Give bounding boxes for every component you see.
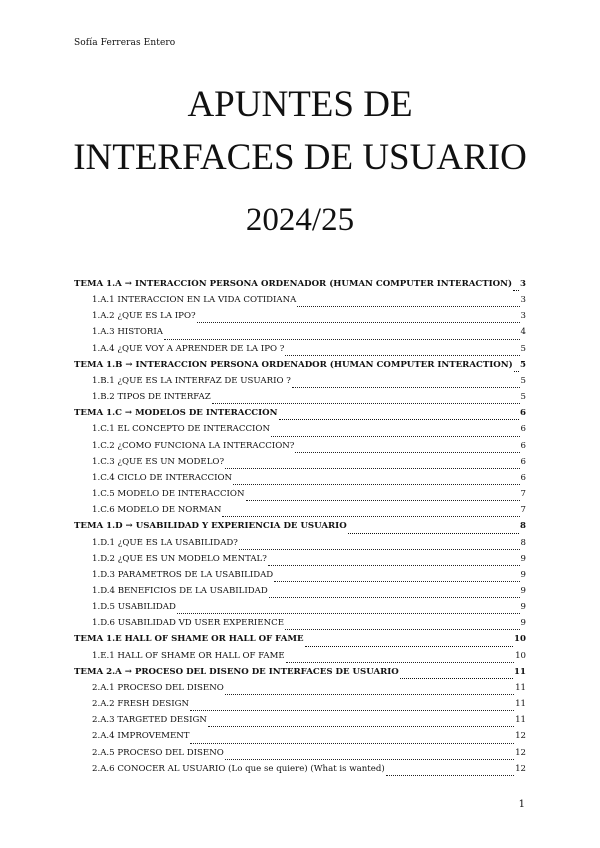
toc-section-entry[interactable] [74, 699, 526, 715]
toc-dot-leader [246, 500, 520, 501]
toc-entry-label: 1.D.5 USABILIDAD [92, 602, 176, 613]
toc-dot-leader [297, 306, 519, 307]
toc-entry-page: 10 [515, 650, 526, 661]
toc-dot-leader [197, 322, 520, 323]
toc-entry-label: 1.C.6 MODELO DE NORMAN [92, 505, 222, 516]
toc-dot-leader [222, 516, 519, 517]
toc-section-entry[interactable] [74, 683, 526, 699]
toc-dot-leader [348, 533, 519, 534]
toc-dot-leader [190, 710, 514, 711]
academic-year: 2024/25 [245, 202, 355, 238]
toc-entry-page: 12 [515, 731, 526, 742]
toc-section-entry[interactable] [74, 489, 526, 505]
toc-entry-page: 5 [520, 359, 526, 370]
toc-entry-label: TEMA 1.D → USABILIDAD Y EXPERIENCIA DE USUARIO [74, 521, 347, 532]
toc-dot-leader [190, 743, 514, 744]
toc-dot-leader [239, 549, 520, 550]
toc-section-entry[interactable] [74, 392, 526, 408]
toc-entry-page: 5 [520, 375, 526, 386]
toc-entry-page: 5 [520, 343, 526, 354]
toc-dot-leader [164, 339, 520, 340]
toc-dot-leader [268, 565, 520, 566]
toc-section-entry[interactable] [74, 473, 526, 489]
toc-entry-label: TEMA 1.B → INTERACCIÓN PERSONA ORDENADOR (HUMAN COMPUTER INTERACTION) [74, 359, 513, 370]
table-of-contents [74, 279, 526, 780]
toc-entry-page: 12 [515, 747, 526, 758]
toc-entry-page: 3 [520, 295, 526, 306]
toc-entry-page: 6 [520, 472, 526, 483]
toc-chapter-entry[interactable] [74, 360, 526, 376]
toc-entry-label: 1.C.1 EL CONCEPTO DE INTERACCIÓN [92, 424, 270, 435]
toc-entry-label: 1.B.2 TIPOS DE INTERFAZ [92, 392, 211, 403]
toc-dot-leader [285, 355, 519, 356]
toc-entry-label: 1.A.3 HISTORIA [92, 327, 163, 338]
toc-dot-leader [279, 419, 520, 420]
toc-chapter-entry[interactable] [74, 408, 526, 424]
toc-entry-page: 6 [520, 456, 526, 467]
toc-entry-page: 7 [520, 505, 526, 516]
toc-section-entry[interactable] [74, 344, 526, 360]
toc-entry-label: 1.D.1 ¿QUÉ ES LA USABILIDAD? [92, 537, 238, 548]
toc-entry-label: 1.C.5 MODELO DE INTERACCIÓN [92, 489, 245, 500]
toc-section-entry[interactable] [74, 376, 526, 392]
toc-dot-leader [177, 613, 520, 614]
toc-section-entry[interactable] [74, 457, 526, 473]
toc-chapter-entry[interactable] [74, 634, 526, 650]
toc-entry-page: 3 [520, 311, 526, 322]
toc-entry-label: 1.D.4 BENEFICIOS DE LA USABILIDAD [92, 585, 268, 596]
toc-dot-leader [305, 646, 514, 647]
toc-dot-leader [271, 436, 520, 437]
toc-chapter-entry[interactable] [74, 667, 526, 683]
toc-entry-page: 11 [515, 682, 526, 693]
toc-dot-leader [513, 290, 519, 291]
toc-section-entry[interactable] [74, 715, 526, 731]
toc-section-entry[interactable] [74, 538, 526, 554]
toc-dot-leader [225, 759, 514, 760]
toc-entry-page: 5 [520, 392, 526, 403]
document-title-line1: APUNTES DE [187, 84, 413, 125]
toc-section-entry[interactable] [74, 651, 526, 667]
toc-chapter-entry[interactable] [74, 279, 526, 295]
page-number: 1 [518, 799, 525, 810]
toc-section-entry[interactable] [74, 311, 526, 327]
toc-entry-label: TEMA 2.A → PROCESO DEL DISEÑO DE INTERFACES DE USUARIO [74, 666, 399, 677]
toc-entry-label: 1.D.2 ¿QUÉ ES UN MODELO MENTAL? [92, 553, 267, 564]
toc-entry-page: 12 [515, 763, 526, 774]
toc-entry-label: TEMA 1.E HALL OF SHAME OR HALL OF FAME [74, 634, 304, 645]
toc-chapter-entry[interactable] [74, 521, 526, 537]
toc-section-entry[interactable] [74, 764, 526, 780]
toc-section-entry[interactable] [74, 295, 526, 311]
toc-entry-page: 11 [515, 699, 526, 710]
toc-entry-page: 9 [520, 618, 526, 629]
toc-section-entry[interactable] [74, 424, 526, 440]
toc-section-entry[interactable] [74, 731, 526, 747]
toc-entry-label: 2.A.2 FRESH DESIGN [92, 699, 189, 710]
toc-entry-label: 2.A.5 PROCESO DEL DISEÑO [92, 747, 224, 758]
document-title-line2: INTERFACES DE USUARIO [73, 137, 527, 178]
toc-entry-label: 1.D.6 USABILIDAD VD USER EXPERIENCE [92, 618, 284, 629]
toc-dot-leader [514, 371, 519, 372]
toc-entry-label: 1.C.2 ¿CÓMO FUNCIONA LA INTERACCIÓN? [92, 440, 295, 451]
toc-dot-leader [269, 597, 520, 598]
toc-dot-leader [208, 726, 514, 727]
toc-entry-label: 1.A.4 ¿QUÉ VOY A APRENDER DE LA IPO ? [92, 343, 285, 354]
toc-entry-page: 9 [520, 602, 526, 613]
toc-entry-label: 1.B.1 ¿QUÉ ES LA INTERFAZ DE USUARIO ? [92, 375, 291, 386]
toc-entry-label: 1.D.3 PARÁMETROS DE LA USABILIDAD [92, 569, 274, 580]
toc-section-entry[interactable] [74, 602, 526, 618]
toc-entry-label: 2.A.4 IMPROVEMENT [92, 731, 190, 742]
toc-entry-page: 11 [515, 715, 526, 726]
toc-entry-label: 1.E.1 HALL OF SHAME OR HALL OF FAME [92, 650, 285, 661]
toc-entry-label: TEMA 1.C → MODELOS DE INTERACCIÓN [74, 408, 278, 419]
toc-entry-label: 1.C.3 ¿QUÉ ES UN MODELO? [92, 456, 225, 467]
toc-dot-leader [274, 581, 519, 582]
toc-dot-leader [225, 694, 514, 695]
toc-entry-label: 1.A.1 INTERACCIÓN EN LA VIDA COTIDIANA [92, 295, 297, 306]
toc-entry-page: 3 [520, 279, 526, 289]
toc-entry-label: 1.A.2 ¿QÚE ES LA IPO? [92, 311, 196, 322]
toc-section-entry[interactable] [74, 570, 526, 586]
toc-entry-page: 6 [520, 424, 526, 435]
toc-section-entry[interactable] [74, 505, 526, 521]
toc-dot-leader [233, 484, 520, 485]
toc-entry-page: 4 [520, 327, 526, 338]
toc-entry-page: 9 [520, 553, 526, 564]
toc-dot-leader [292, 387, 520, 388]
toc-entry-page: 6 [520, 440, 526, 451]
toc-dot-leader [400, 678, 513, 679]
toc-dot-leader [386, 775, 514, 776]
toc-entry-page: 9 [520, 569, 526, 580]
toc-dot-leader [225, 468, 519, 469]
toc-entry-page: 8 [520, 521, 526, 532]
toc-section-entry[interactable] [74, 618, 526, 634]
toc-entry-label: 2.A.6 CONOCER AL USUARIO (Lo que se quiere) (What is wanted) [92, 763, 385, 774]
toc-entry-page: 10 [514, 634, 526, 645]
toc-entry-label: 1.C.4 CICLO DE INTERACCIÓN [92, 472, 233, 483]
toc-entry-label: 2.A.3 TARGETED DESIGN [92, 715, 207, 726]
toc-entry-page: 11 [514, 666, 526, 677]
toc-dot-leader [285, 629, 520, 630]
toc-dot-leader [212, 403, 520, 404]
toc-entry-label: TEMA 1.A → INTERACCIÓN PERSONA ORDENADOR (HUMAN COMPUTER INTERACTION) [74, 279, 513, 289]
toc-section-entry[interactable] [74, 586, 526, 602]
toc-section-entry[interactable] [74, 554, 526, 570]
toc-section-entry[interactable] [74, 441, 526, 457]
author-name: Sofía Ferreras Entero [74, 38, 176, 48]
toc-entry-page: 8 [520, 537, 526, 548]
toc-section-entry[interactable] [74, 748, 526, 764]
toc-dot-leader [286, 662, 514, 663]
toc-section-entry[interactable] [74, 327, 526, 343]
toc-entry-page: 6 [520, 408, 526, 419]
toc-entry-page: 9 [520, 585, 526, 596]
toc-entry-label: 2.A.1 PROCESO DEL DISEÑO [92, 682, 224, 693]
toc-entry-page: 7 [520, 489, 526, 500]
toc-dot-leader [295, 452, 519, 453]
